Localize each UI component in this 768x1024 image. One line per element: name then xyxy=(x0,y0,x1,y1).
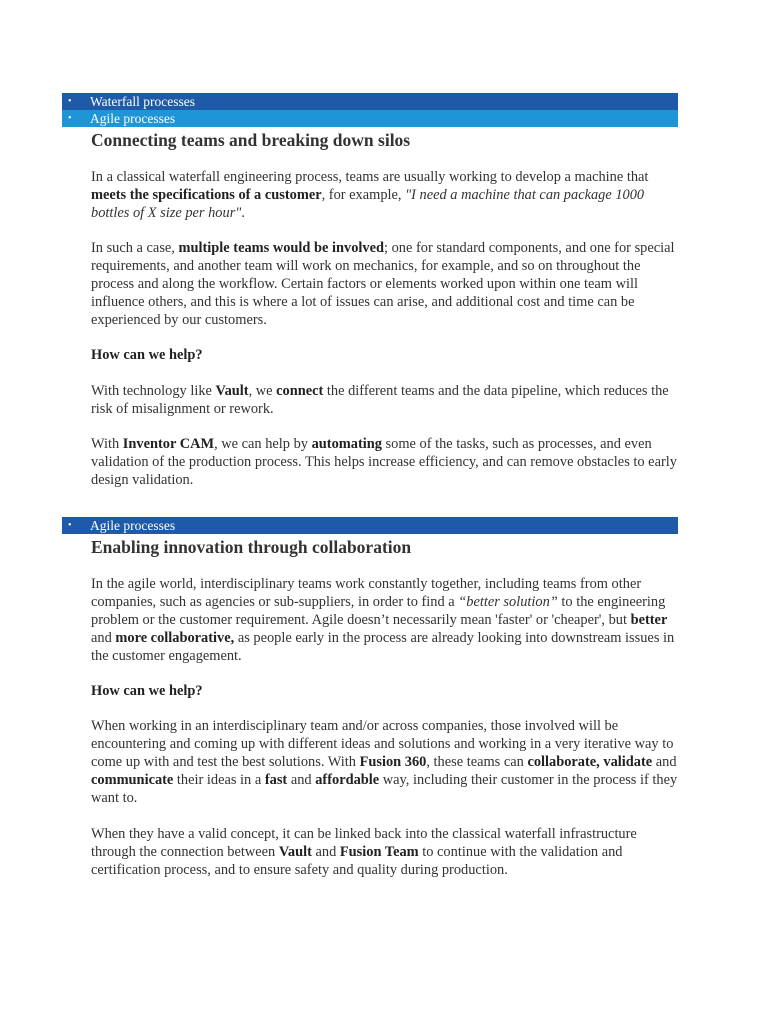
paragraph-fusion-360: When working in an interdisciplinary team and/or across companies, those involved will be encountering and coming up with different ideas and solutions and working in a very iterative way to come up with and test the best solutions. With Fusion 360, these teams can collaborate, validate and communicate their ideas in a fast and affordable way, including their customer in the process if they want to. xyxy=(91,718,678,806)
tab-label: Agile processes xyxy=(90,111,176,126)
bullet-icon: • xyxy=(68,520,72,531)
paragraph-waterfall-intro: In a classical waterfall engineering process, teams are usually working to develop a machine that meets the specifications of a customer, for example, "I need a machine that can package 1000 bottles of X size per hour". xyxy=(91,169,649,221)
paragraph-agile-world: In the agile world, interdisciplinary teams work constantly together, including teams from other companies, such as agencies or sub-suppliers, in order to find a “better solution” to the engineering problem or the customer requirement. Agile doesn’t necessarily mean 'faster' or 'cheaper', but better and more collaborative, as people early in the process are already looking into downstream issues in the customer engagement. xyxy=(91,576,675,664)
tab-label: Waterfall processes xyxy=(90,94,195,109)
tab-label: Agile processes xyxy=(90,518,176,533)
bullet-icon: • xyxy=(68,96,72,107)
bullet-icon: • xyxy=(68,113,72,124)
paragraph-valid-concept: When they have a valid concept, it can be linked back into the classical waterfall infrastructure through the connection between Vault and Fusion Team to continue with the validation and certification process, and to ensure safety and quality during production. xyxy=(91,826,637,878)
tab-waterfall-processes[interactable] xyxy=(62,93,678,110)
tab-agile-processes[interactable] xyxy=(62,110,678,127)
tab-agile-processes-section[interactable] xyxy=(62,517,678,534)
help-heading: How can we help? xyxy=(91,683,203,699)
help-heading: How can we help? xyxy=(91,347,203,363)
section-heading-innovation: Enabling innovation through collaboration xyxy=(91,537,412,557)
paragraph-vault: With technology like Vault, we connect the different teams and the data pipeline, which reduces the risk of misalignment or rework. xyxy=(91,383,669,417)
paragraph-inventor-cam: With Inventor CAM, we can help by automating some of the tasks, such as processes, and even validation of the production process. This helps increase efficiency, and can remove obstacles to early design validation. xyxy=(91,436,677,488)
section-heading-silos: Connecting teams and breaking down silos xyxy=(91,130,411,150)
paragraph-multiple-teams: In such a case, multiple teams would be involved; one for standard components, and one for special requirements, and another team will work on mechanics, for example, and so on throughout the process and along the workflow. Certain factors or elements worked upon within one team will influence others, and this is where a lot of issues can arise, and additional cost and time can be experienced by our customers. xyxy=(91,240,675,328)
